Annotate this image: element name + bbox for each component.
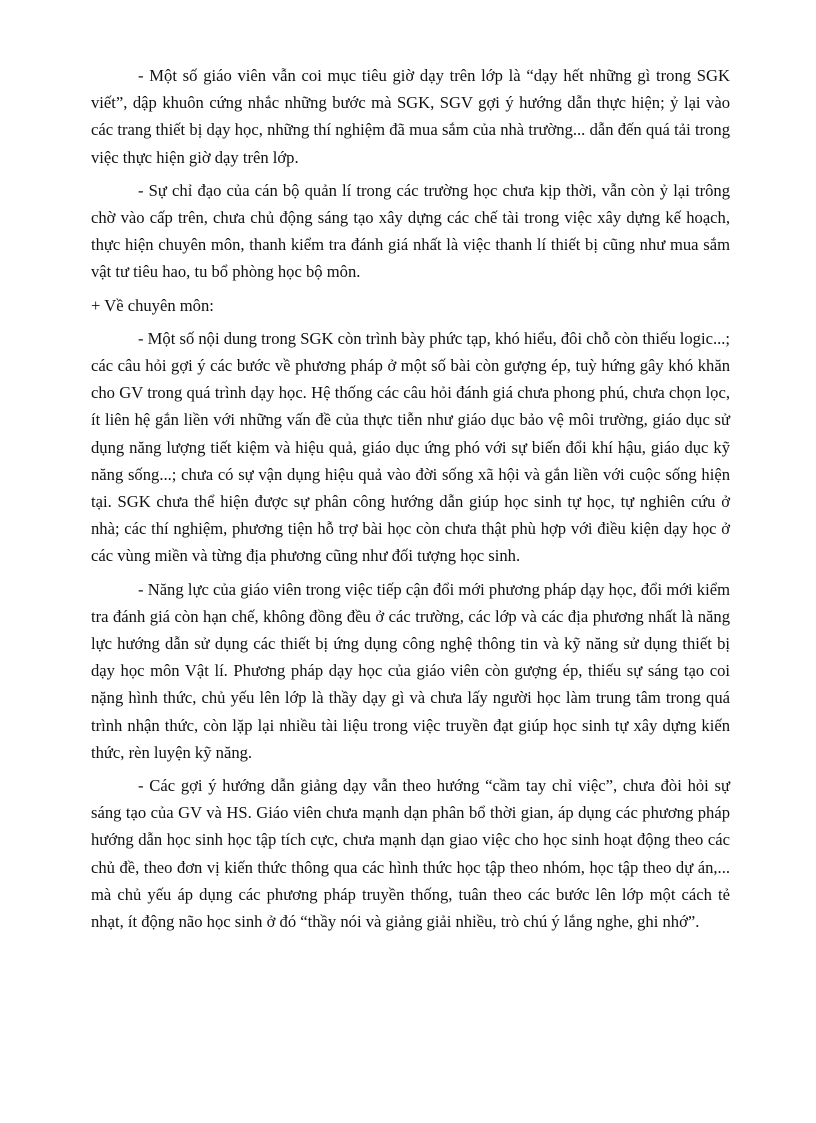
- paragraph-textbook-content: - Một số nội dung trong SGK còn trình bày phức tạp, khó hiểu, đôi chỗ còn thiếu logic...; các câu hỏi gợi ý các bước về phương pháp ở một số bài còn gượng ép, tuỳ hứng gây khó khăn cho GV trong quá trình dạy học. Hệ thống các câu hỏi đánh giá chưa phong phú, chưa chọn lọc, ít liên hệ gắn liền với những vấn đề của thực tiễn như giáo dục bảo vệ môi trường, giáo dục sử dụng năng lượng tiết kiệm và hiệu quả, giáo dục ứng phó với sự biến đổi khí hậu, giáo dục kỹ năng sống...; chưa có sự vận dụng hiệu quả vào đời sống xã hội và gắn liền với cuộc sống hiện tại. SGK chưa thể hiện được sự phân công hướng dẫn giúp học sinh tự học, tự nghiên cứu ở nhà; các thí nghiệm, phương tiện hỗ trợ bài học còn chưa thật phù hợp với điều kiện dạy học ở các vùng miền và từng địa phương cũng như đối tượng học sinh.: [91, 328, 731, 566]
- section-heading-professional: + Về chuyên môn:: [91, 295, 214, 315]
- document-page: [91, 62, 730, 941]
- paragraph-teacher-capacity: - Năng lực của giáo viên trong việc tiếp cận đổi mới phương pháp dạy học, đổi mới kiểm tra đánh giá còn hạn chế, không đồng đều ở các trường, các lớp và các địa phương nhất là năng lực hướng dẫn sử dụng các thiết bị ứng dụng công nghệ thông tin và kỹ năng sử dụng thiết bị dạy học môn Vật lí. Phương pháp dạy học của giáo viên còn gượng ép, thiếu sự sáng tạo coi nặng hình thức, chủ yếu lên lớp là thầy dạy gì và chưa lấy người học làm trung tâm trong quá trình nhận thức, còn lặp lại nhiều tài liệu trong việc truyền đạt giúp học sinh tự xây dựng kiến thức, rèn luyện kỹ năng.: [91, 579, 730, 762]
- paragraph-teaching-guidance: - Các gợi ý hướng dẫn giảng dạy vẫn theo hướng “cầm tay chỉ việc”, chưa đòi hỏi sự sáng tạo của GV và HS. Giáo viên chưa mạnh dạn phân bổ thời gian, áp dụng các phương pháp hướng dẫn học sinh học tập tích cực, chưa mạnh dạn giao việc cho học sinh hoạt động theo các chủ đề, theo đơn vị kiến thức thông qua các hình thức học tập theo nhóm, học tập theo dự án,... mà chủ yếu áp dụng các phương pháp truyền thống, tuân theo các bước lên lớp một cách tẻ nhạt, ít động não học sinh ở đó “thầy nói và giảng giải nhiều, trò chú ý lắng nghe, ghi nhớ”.: [91, 776, 730, 932]
- paragraph-management-direction: - Sự chỉ đạo của cán bộ quản lí trong các trường học chưa kịp thời, vẫn còn ỷ lại trông chờ vào cấp trên, chưa chủ động sáng tạo xây dựng các chế tài trong việc xây dựng kế hoạch, thực hiện chuyên môn, thanh kiểm tra đánh giá nhất là việc thanh lí thiết bị cũng như mua sắm vật tư tiêu hao, tu bổ phòng học bộ môn.: [91, 180, 730, 282]
- paragraph-teacher-curriculum-dependence: - Một số giáo viên vẫn coi mục tiêu giờ dạy trên lớp là “dạy hết những gì trong SGK viết”, dập khuôn cứng nhắc những bước mà SGK, SGV gợi ý hướng dẫn thực hiện; ỷ lại vào các trang thiết bị dạy học, những thí nghiệm đã mua sắm của nhà trường... dẫn đến quá tải trong việc thực hiện giờ dạy trên lớp.: [91, 66, 730, 167]
